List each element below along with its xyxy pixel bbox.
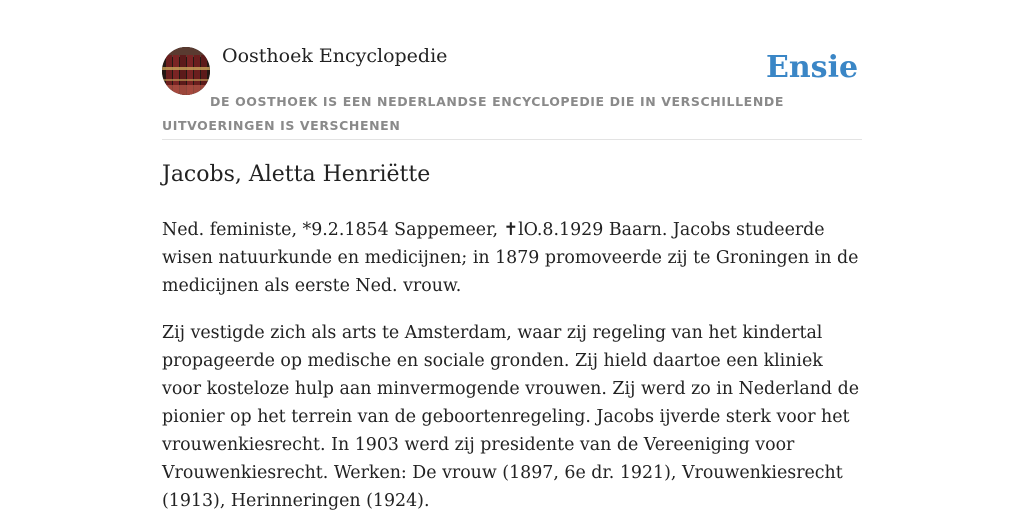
article-paragraph: Ned. feministe, *9.2.1854 Sappemeer, ✝lO.8.1929 Baarn. Jacobs studeerde wisen natuurkunde en medicijnen; in 1879 promoveerde zij te Groningen in de medicijnen als eerste Ned. vrouw. bbox=[162, 220, 859, 296]
article-title: Jacobs, Aletta Henriëtte bbox=[162, 162, 431, 187]
brand-logo[interactable]: Ensie bbox=[766, 50, 859, 85]
header-divider bbox=[162, 139, 862, 140]
source-tagline: DE OOSTHOEK IS EEN NEDERLANDSE ENCYCLOPEDIE DIE IN VERSCHILLENDE UITVOERINGEN IS VERSCHENEN bbox=[162, 94, 784, 133]
encyclopedia-books-icon[interactable] bbox=[162, 47, 210, 95]
article-paragraph: Zij vestigde zich als arts te Amsterdam, waar zij regeling van het kindertal propageerde op medische en sociale gronden. Zij hield daartoe een kliniek voor kosteloze hulp aan minvermogende vrouwen. Zij werd zo in Nederland de pionier op het terrein van de geboortenregeling. Jacobs ijverde sterk voor het vrouwenkiesrecht. In 1903 werd zij presidente van de Vereeniging voor Vrouwenkiesrecht. Werken: De vrouw (1897, 6e dr. 1921), Vrouwenkiesrecht (1913), Herinneringen (1924). bbox=[162, 323, 860, 511]
source-name-link[interactable]: Oosthoek Encyclopedie bbox=[222, 45, 448, 67]
